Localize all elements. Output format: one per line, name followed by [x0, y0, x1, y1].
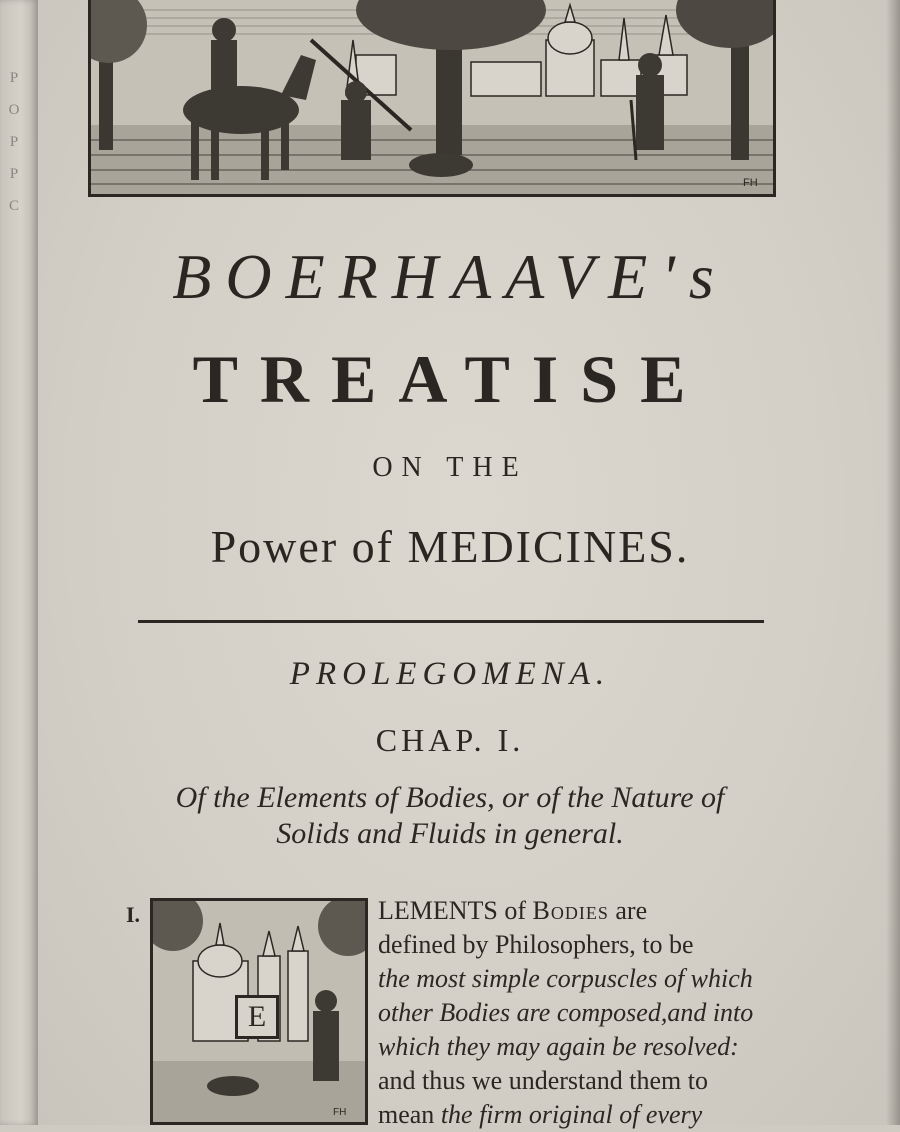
initial-signature: FH — [333, 1107, 347, 1118]
text-line: mean the firm original of every — [378, 1100, 703, 1129]
chapter-heading: CHAP. I. — [375, 722, 525, 758]
woodcut-signature: FH — [743, 177, 758, 189]
title-treatise: TREATISE — [192, 341, 708, 417]
initial-letter: E — [235, 995, 279, 1039]
spine-letter: P — [9, 70, 19, 86]
horizontal-rule — [138, 620, 764, 623]
paragraph-number: I. — [126, 902, 141, 927]
chapter-subtitle — [110, 780, 790, 852]
spine-letter: O — [8, 102, 20, 118]
text-line: defined by Philosophers, to be — [378, 930, 694, 959]
title-author: BOERHAAVE's — [172, 241, 728, 312]
text-line: which they may again be resolved: — [378, 1032, 739, 1061]
text-line: LEMENTS of Bodies are — [378, 896, 648, 925]
spine-letter: C — [8, 198, 19, 214]
woodcut-illustration — [91, 0, 773, 194]
text-line: other Bodies are composed,and into — [378, 998, 754, 1027]
paragraph-text — [378, 894, 778, 1132]
headpiece-woodcut — [88, 0, 776, 197]
spine-letters — [4, 62, 24, 222]
subtitle-line: Of the Elements of Bodies, or of the Nature of — [175, 781, 725, 814]
decorated-initial — [150, 898, 368, 1125]
spine-letter: P — [9, 166, 19, 182]
title-power-of-medicines: Power of MEDICINES. — [210, 521, 690, 572]
section-heading: PROLEGOMENA. — [289, 656, 611, 692]
spine-letter: P — [9, 134, 19, 150]
text-line: the most simple corpuscles of which — [378, 964, 753, 993]
title-on-the: ON THE — [372, 452, 528, 483]
subtitle-line: Solids and Fluids in general. — [276, 817, 624, 850]
text-line: and thus we understand them to — [378, 1066, 708, 1095]
